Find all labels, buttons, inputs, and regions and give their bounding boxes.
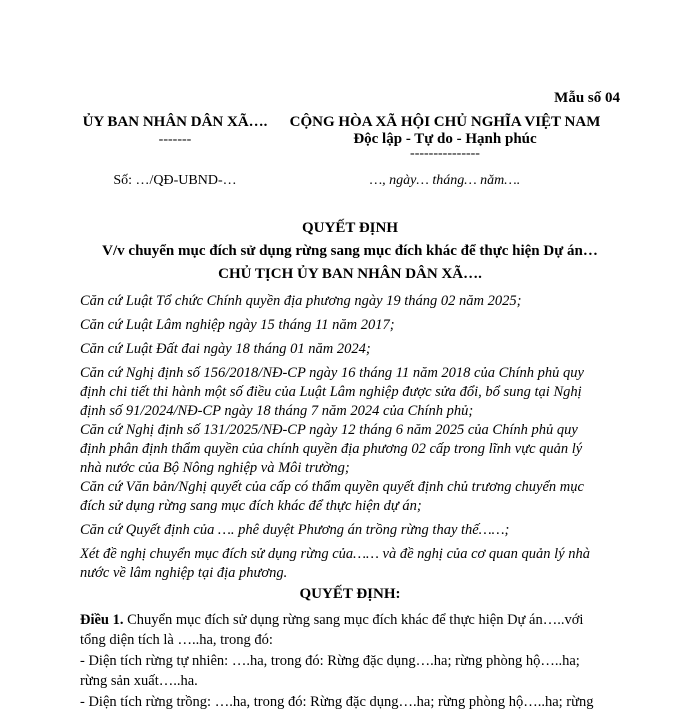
article-1 xyxy=(80,610,602,650)
article-1-text: Chuyển mục đích sử dụng rừng sang mục đích khác để thực hiện Dự án…..với tổng diện tích là …..ha, trong đó: xyxy=(80,612,584,648)
national-motto: Độc lập - Tự do - Hạnh phúc xyxy=(353,131,537,147)
article-1-item: - Diện tích rừng tự nhiên: ….ha, trong đó: Rừng đặc dụng….ha; rừng phòng hộ…..ha; rừng sản xuất…..ha. xyxy=(80,653,580,689)
legal-basis-item: Xét đề nghị chuyển mục đích sử dụng rừng của…… và đề nghị của cơ quan quản lý nhà nước về lâm nghiệp tại địa phương. xyxy=(80,546,591,581)
nation-title: CỘNG HÒA XÃ HỘI CHỦ NGHĨA VIỆT NAM xyxy=(289,114,601,130)
legal-basis-item: Căn cứ Văn bản/Nghị quyết của cấp có thẩm quyền quyết định chủ trương chuyển mục đích sử dụng rừng sang mục đích khác để thực hiện dự án; xyxy=(80,479,584,514)
issuer-rule: ------- xyxy=(158,132,192,147)
authority-title: CHỦ TỊCH ỦY BAN NHÂN DÂN XÃ…. xyxy=(218,266,482,282)
article-1-item: - Diện tích rừng trồng: ….ha, trong đó: Rừng đặc dụng….ha; rừng phòng hộ…..ha; rừng xyxy=(80,694,594,710)
form-number: Mẫu số 04 xyxy=(554,90,620,106)
legal-basis-item: Căn cứ Luật Đất đai ngày 18 tháng 01 năm 2024; xyxy=(80,341,371,357)
article-1-label: Điều 1. xyxy=(80,612,124,628)
legal-basis-item: Căn cứ Nghị định số 156/2018/NĐ-CP ngày 16 tháng 11 năm 2018 của Chính phủ quy định chi tiết thi hành một số điều của Luật Lâm nghiệp được sửa đổi, bổ sung tại Nghị định số 91/2024/NĐ-CP ngày 18 tháng 7 năm 2024 của Chính phủ; xyxy=(80,365,584,419)
legal-basis-item: Căn cứ Luật Lâm nghiệp ngày 15 tháng 11 năm 2017; xyxy=(80,317,395,333)
decision-heading: QUYẾT ĐỊNH: xyxy=(299,586,401,602)
motto-rule: --------------- xyxy=(410,146,480,161)
document-heading: QUYẾT ĐỊNH xyxy=(302,220,398,236)
legal-basis-item: Căn cứ Luật Tổ chức Chính quyền địa phương ngày 19 tháng 02 năm 2025; xyxy=(80,293,522,309)
legal-basis-item: Căn cứ Quyết định của …. phê duyệt Phương án trồng rừng thay thế……; xyxy=(80,522,510,538)
document-subject: V/v chuyển mục đích sử dụng rừng sang mục đích khác để thực hiện Dự án… xyxy=(102,243,598,259)
document-number: Số: …/QĐ-UBND-… xyxy=(113,173,237,188)
issuer-name: ỦY BAN NHÂN DÂN XÃ…. xyxy=(82,114,268,130)
legal-basis-item: Căn cứ Nghị định số 131/2025/NĐ-CP ngày 12 tháng 6 năm 2025 của Chính phủ quy định phân định thẩm quyền của chính quyền địa phương 02 cấp trong lĩnh vực quản lý nhà nước của Bộ Nông nghiệp và Môi trường; xyxy=(80,422,583,476)
document-date: …, ngày… tháng… năm…. xyxy=(369,173,521,188)
